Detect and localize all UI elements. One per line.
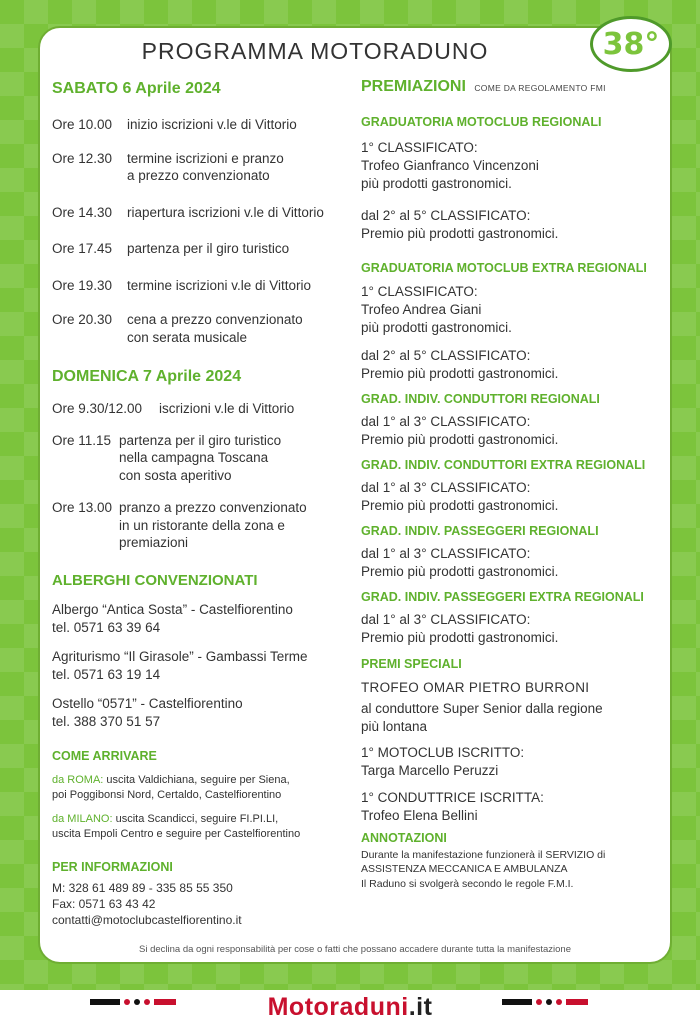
individual-heading: GRAD. INDIV. CONDUTTORI REGIONALI bbox=[361, 392, 600, 406]
regional-first bbox=[361, 139, 661, 193]
awards-heading: PREMIAZIONI bbox=[361, 78, 466, 95]
award-text: Trofeo Gianfranco Vincenzoni bbox=[361, 158, 539, 173]
award-text: Trofeo Andrea Giani bbox=[361, 302, 482, 317]
hotel-phone: tel. 0571 63 19 14 bbox=[52, 666, 161, 682]
extra-rest bbox=[361, 347, 661, 383]
awards-note: COME DA REGOLAMENTO FMI bbox=[474, 83, 606, 93]
award-label: 1° CLASSIFICATO: bbox=[361, 140, 478, 155]
brand-logo[interactable] bbox=[268, 993, 433, 1022]
schedule-text: pranzo a prezzo convenzionato bbox=[119, 500, 307, 515]
schedule-item bbox=[52, 240, 352, 258]
individual-entry bbox=[361, 545, 661, 581]
schedule-text: con serata musicale bbox=[127, 329, 248, 345]
special-trophy bbox=[361, 679, 661, 736]
edition-badge: 38° bbox=[590, 16, 672, 72]
hotel-entry bbox=[52, 601, 352, 637]
schedule-text: cena a prezzo convenzionato bbox=[127, 312, 303, 327]
schedule-time: Ore 9.30/12.00 bbox=[52, 401, 143, 416]
award-text: Premio più prodotti gastronomici. bbox=[361, 366, 559, 381]
awards-heading-row bbox=[361, 78, 661, 96]
trophy-text: al conduttore Super Senior dalla regione bbox=[361, 701, 603, 716]
hotel-name: Albergo “Antica Sosta” - Castelfiorentino bbox=[52, 601, 293, 617]
left-column bbox=[52, 78, 352, 928]
schedule-text: partenza per il giro turistico bbox=[119, 432, 282, 448]
motorcycle-icon bbox=[90, 999, 176, 1005]
award-label: dal 1° al 3° CLASSIFICATO: bbox=[361, 612, 531, 627]
directions-heading: COME ARRIVARE bbox=[52, 748, 157, 763]
schedule-text: riapertura iscrizioni v.le di Vittorio bbox=[127, 204, 324, 220]
individual-entry bbox=[361, 413, 661, 449]
schedule-item bbox=[52, 432, 352, 485]
direction-entry bbox=[52, 773, 352, 803]
motorcycle-icon bbox=[502, 999, 588, 1005]
award-text: Premio più prodotti gastronomici. bbox=[361, 564, 559, 579]
info-email: contatti@motoclubcastelfiorentino.it bbox=[52, 912, 242, 927]
info-block bbox=[52, 880, 352, 928]
award-label: dal 2° al 5° CLASSIFICATO: bbox=[361, 348, 531, 363]
individual-heading: GRAD. INDIV. PASSEGGERI REGIONALI bbox=[361, 524, 599, 538]
notes-line: Il Raduno si svolgerà secondo le regole F.M.I. bbox=[361, 878, 574, 890]
schedule-time: Ore 12.30 bbox=[52, 150, 113, 166]
individual-heading: GRAD. INDIV. CONDUTTORI EXTRA REGIONALI bbox=[361, 458, 646, 472]
hotel-name: Ostello “0571” - Castelfiorentino bbox=[52, 695, 243, 711]
schedule-text: premiazioni bbox=[119, 535, 189, 550]
individual-entry bbox=[361, 611, 661, 647]
direction-origin: da ROMA: bbox=[52, 773, 104, 786]
saturday-heading: SABATO 6 Aprile 2024 bbox=[52, 80, 221, 97]
footer-bar bbox=[0, 990, 700, 1024]
schedule-text: nella campagna Toscana bbox=[119, 450, 269, 465]
notes-block bbox=[361, 849, 661, 892]
trophy-title: 1° CONDUTTRICE ISCRITTA: bbox=[361, 790, 544, 805]
hotel-entry bbox=[52, 648, 352, 684]
schedule-text: termine iscrizioni v.le di Vittorio bbox=[127, 277, 312, 293]
right-column bbox=[361, 78, 661, 892]
brand-name: Motoraduni bbox=[267, 992, 409, 1021]
extra-heading: GRADUATORIA MOTOCLUB EXTRA REGIONALI bbox=[361, 261, 647, 275]
schedule-text: con sosta aperitivo bbox=[119, 467, 232, 483]
award-text: Premio più prodotti gastronomici. bbox=[361, 226, 559, 241]
schedule-item bbox=[52, 277, 352, 295]
notes-line: Durante la manifestazione funzionerà il SERVIZIO di bbox=[361, 849, 606, 861]
direction-line: uscita Valdichiana, seguire per Siena, bbox=[106, 773, 290, 786]
schedule-time: Ore 10.00 bbox=[52, 117, 113, 132]
schedule-item bbox=[52, 150, 352, 185]
schedule-time: Ore 11.15 bbox=[52, 432, 112, 448]
direction-line: uscita Scandicci, seguire FI.PI.LI, bbox=[115, 812, 279, 825]
schedule-text: a prezzo convenzionato bbox=[127, 168, 270, 183]
award-text: più prodotti gastronomici. bbox=[361, 176, 512, 191]
notes-heading: ANNOTAZIONI bbox=[361, 831, 447, 845]
notes-line: ASSISTENZA MECCANICA E AMBULANZA bbox=[361, 862, 568, 875]
individual-heading: GRAD. INDIV. PASSEGGERI EXTRA REGIONALI bbox=[361, 590, 644, 604]
schedule-text: inizio iscrizioni v.le di Vittorio bbox=[127, 117, 297, 132]
schedule-text: partenza per il giro turistico bbox=[127, 241, 290, 256]
award-label: dal 2° al 5° CLASSIFICATO: bbox=[361, 208, 531, 223]
special-heading: PREMI SPECIALI bbox=[361, 657, 462, 671]
schedule-time: Ore 17.45 bbox=[52, 241, 113, 256]
trophy-text: Trofeo Elena Bellini bbox=[361, 808, 478, 823]
hotel-name: Agriturismo “Il Girasole” - Gambassi Terme bbox=[52, 648, 308, 664]
hotels-heading: ALBERGHI CONVENZIONATI bbox=[52, 571, 258, 589]
award-text: Premio più prodotti gastronomici. bbox=[361, 498, 559, 513]
schedule-item bbox=[52, 499, 352, 552]
schedule-item bbox=[52, 400, 352, 418]
schedule-time: Ore 13.00 bbox=[52, 500, 113, 515]
schedule-time: Ore 20.30 bbox=[52, 312, 113, 327]
award-label: dal 1° al 3° CLASSIFICATO: bbox=[361, 414, 531, 429]
award-label: 1° CLASSIFICATO: bbox=[361, 284, 478, 299]
page-title: PROGRAMMA MOTORADUNO bbox=[141, 38, 489, 64]
schedule-time: Ore 14.30 bbox=[52, 204, 113, 220]
trophy-title: TROFEO OMAR PIETRO BURRONI bbox=[361, 680, 590, 695]
brand-tld: .it bbox=[408, 992, 433, 1021]
extra-first bbox=[361, 283, 661, 337]
trophy-text: Targa Marcello Peruzzi bbox=[361, 763, 499, 778]
trophy-text: più lontana bbox=[361, 719, 428, 734]
schedule-time: Ore 19.30 bbox=[52, 277, 113, 293]
schedule-item bbox=[52, 116, 352, 134]
award-label: dal 1° al 3° CLASSIFICATO: bbox=[361, 480, 531, 495]
award-text: più prodotti gastronomici. bbox=[361, 320, 512, 335]
special-trophy bbox=[361, 789, 661, 825]
regional-rest bbox=[361, 207, 661, 243]
schedule-text: in un ristorante della zona e bbox=[119, 517, 285, 533]
schedule-text: iscrizioni v.le di Vittorio bbox=[159, 401, 295, 416]
hotel-phone: tel. 388 370 51 57 bbox=[52, 713, 161, 729]
hotel-phone: tel. 0571 63 39 64 bbox=[52, 619, 161, 635]
info-mobile: M: 328 61 489 89 - 335 85 55 350 bbox=[52, 880, 233, 895]
sunday-heading: DOMENICA 7 Aprile 2024 bbox=[52, 368, 242, 385]
schedule-item bbox=[52, 311, 352, 346]
disclaimer: Si declina da ogni responsabilità per cose o fatti che possano accadere durante tutta la manifestazione bbox=[139, 944, 571, 955]
award-text: Premio più prodotti gastronomici. bbox=[361, 432, 559, 447]
info-heading: PER INFORMAZIONI bbox=[52, 859, 173, 874]
direction-entry bbox=[52, 812, 352, 842]
special-trophy bbox=[361, 744, 661, 780]
info-fax: Fax: 0571 63 43 42 bbox=[52, 896, 156, 911]
trophy-title: 1° MOTOCLUB ISCRITTO: bbox=[361, 745, 525, 760]
direction-line: poi Poggibonsi Nord, Certaldo, Castelfiorentino bbox=[52, 788, 282, 801]
schedule-text: termine iscrizioni e pranzo bbox=[127, 150, 284, 166]
regional-heading: GRADUATORIA MOTOCLUB REGIONALI bbox=[361, 115, 602, 129]
schedule-item bbox=[52, 204, 352, 222]
individual-entry bbox=[361, 479, 661, 515]
direction-line: uscita Empoli Centro e seguire per Castelfiorentino bbox=[52, 827, 301, 840]
award-label: dal 1° al 3° CLASSIFICATO: bbox=[361, 546, 531, 561]
direction-origin: da MILANO: bbox=[52, 812, 113, 825]
award-text: Premio più prodotti gastronomici. bbox=[361, 630, 559, 645]
hotel-entry bbox=[52, 695, 352, 731]
